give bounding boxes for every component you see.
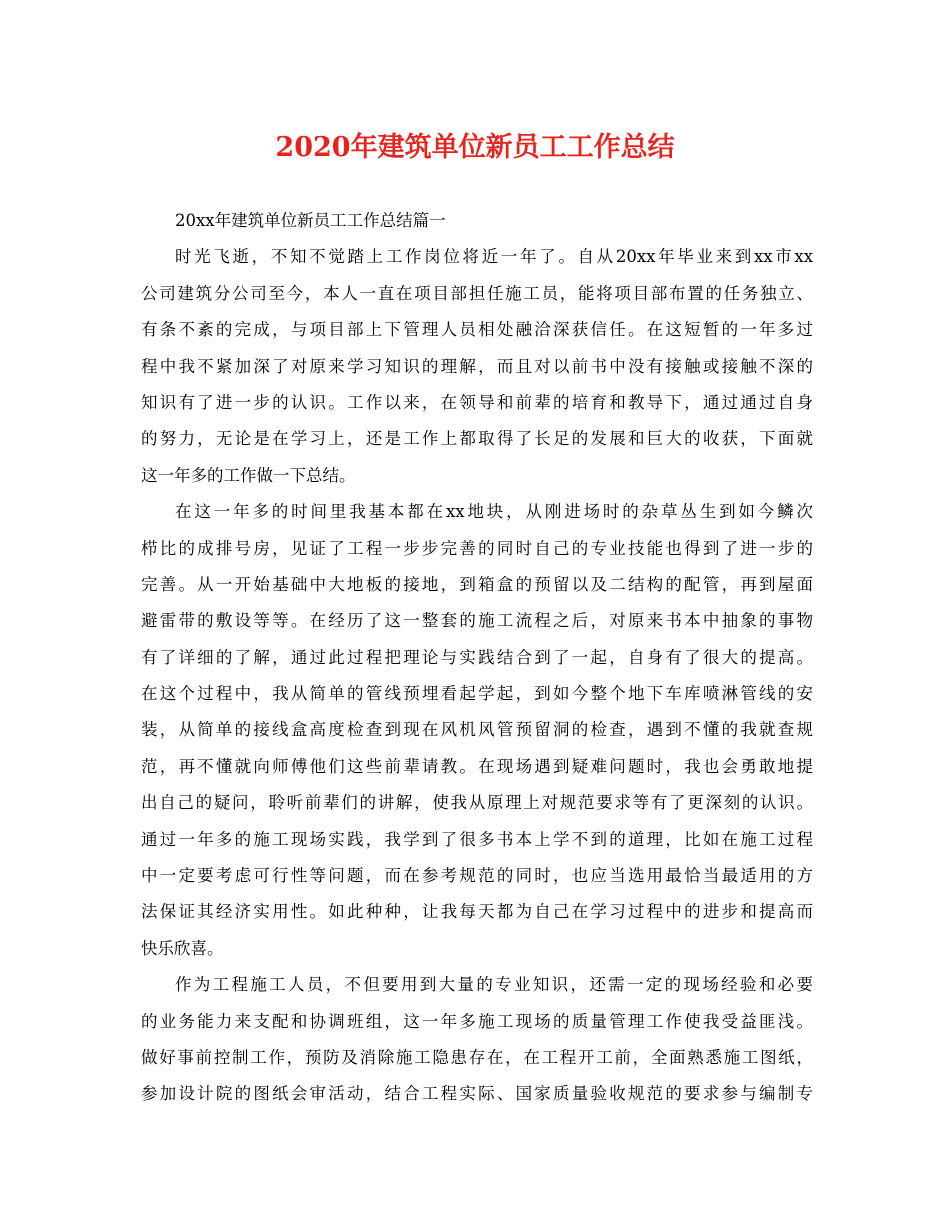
- body-text-line: 快乐欣喜。: [141, 938, 224, 958]
- body-text-line: 做好事前控制工作，预防及消除施工隐患存在，在工程开工前，全面熟悉施工图纸，: [141, 1047, 813, 1067]
- body-text-line: 这一年多的工作做一下总结。: [141, 465, 356, 485]
- body-text-line: 装，从简单的接线盒高度检查到现在风机风管预留洞的检查，遇到不懂的我就查规: [141, 720, 813, 740]
- body-text-line: 完善。从一开始基础中大地板的接地，到箱盒的预留以及二结构的配管，再到屋面: [141, 574, 813, 594]
- body-text-line: 公司建筑分公司至今，本人一直在项目部担任施工员，能将项目部布置的任务独立、: [141, 283, 813, 303]
- body-text-line: 栉比的成排号房，见证了工程一步步完善的同时自己的专业技能也得到了进一步的: [141, 538, 813, 558]
- body-text-line: 在这个过程中，我从简单的管线预埋看起学起，到如今整个地下车库喷淋管线的安: [141, 684, 813, 704]
- body-text-line: 参加设计院的图纸会审活动，结合工程实际、国家质量验收规范的要求参与编制专: [141, 1084, 813, 1104]
- body-text-line: 中一定要考虑可行性等问题，而在参考规范的同时，也应当选用最恰当最适用的方: [141, 866, 813, 886]
- body-text-line: 避雷带的敷设等等。在经历了这一整套的施工流程之后，对原来书本中抽象的事物: [141, 611, 813, 631]
- document-body: [141, 203, 813, 1113]
- body-text-line: 有了详细的了解，通过此过程把理论与实践结合到了一起，自身有了很大的提高。: [141, 647, 813, 667]
- body-text-line: 的业务能力来支配和协调班组，这一年多施工现场的质量管理工作使我受益匪浅。: [141, 1011, 813, 1031]
- body-text-line: 20xx年建筑单位新员工工作总结篇一: [175, 211, 446, 230]
- body-text-line: 有条不紊的完成，与项目部上下管理人员相处融洽深获信任。在这短暂的一年多过: [141, 320, 813, 340]
- body-text-line: 范，再不懂就向师傅他们这些前辈请教。在现场遇到疑难问题时，我也会勇敢地提: [141, 756, 813, 776]
- body-text-line: 作为工程施工人员，不但要用到大量的专业知识，还需一定的现场经验和必要: [175, 975, 813, 995]
- body-text-line: 程中我不紧加深了对原来学习知识的理解，而且对以前书中没有接触或接触不深的: [141, 356, 813, 376]
- body-text-line: 时光飞逝，不知不觉踏上工作岗位将近一年了。自从20xx年毕业来到xx市xx: [175, 247, 813, 267]
- body-text-line: 通过一年多的施工现场实践，我学到了很多书本上学不到的道理，比如在施工过程: [141, 829, 813, 849]
- body-text-line: 法保证其经济实用性。如此种种，让我每天都为自己在学习过程中的进步和提高而: [141, 902, 813, 922]
- body-text-line: 知识有了进一步的认识。工作以来，在领导和前辈的培育和教导下，通过通过自身: [141, 392, 813, 412]
- document-title: 2020年建筑单位新员工工作总结: [275, 132, 675, 163]
- body-text-line: 的努力，无论是在学习上，还是工作上都取得了长足的发展和巨大的收获，下面就: [141, 429, 813, 449]
- body-text-line: 出自己的疑问，聆听前辈们的讲解，使我从原理上对规范要求等有了更深刻的认识。: [141, 793, 813, 813]
- body-text-line: 在这一年多的时间里我基本都在xx地块，从刚进场时的杂草丛生到如今鳞次: [175, 502, 813, 522]
